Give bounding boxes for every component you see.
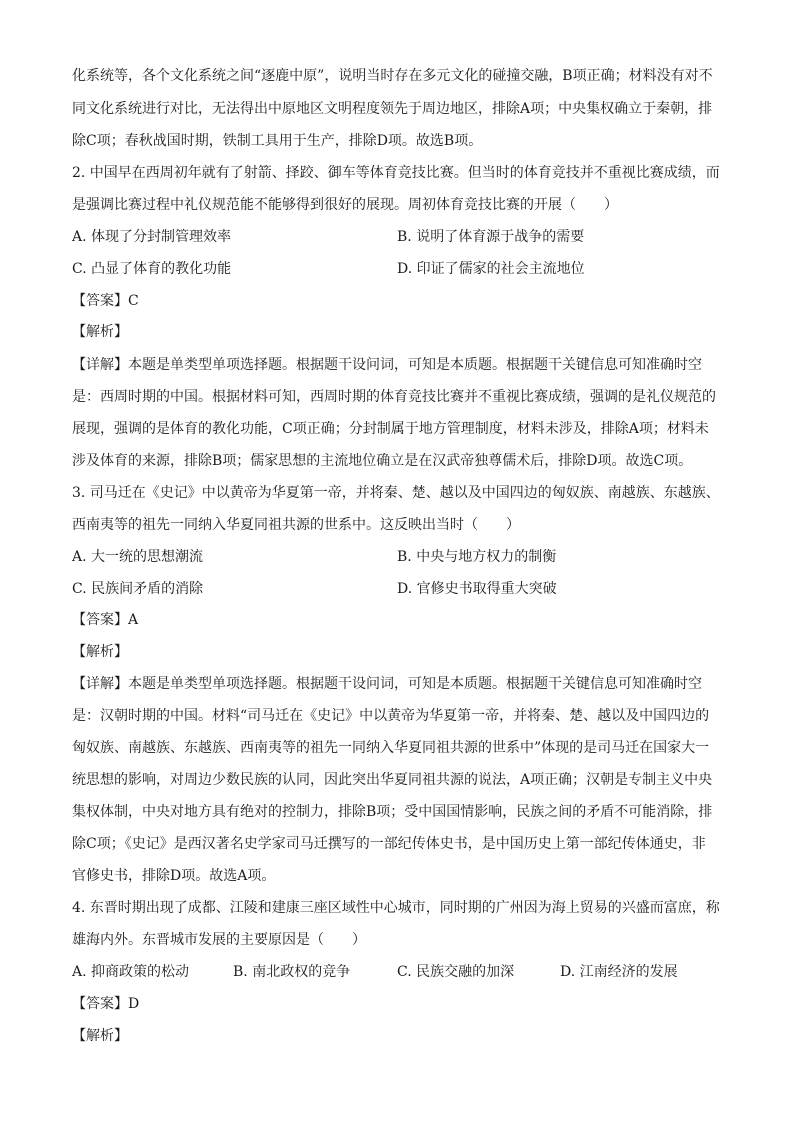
q2-stem-line: 是强调比赛过程中礼仪规范能不能够得到很好的展现。周初体育竞技比赛的开展（ ） (72, 197, 618, 213)
q3-detail-line: 除C项；《史记》是西汉著名史学家司马迁撰写的一部纪传体史书，是中国历史上第一部纪传体通史，非 (72, 836, 706, 852)
q1-explanation-line: 同文化系统进行对比，无法得出中原地区文明程度领先于周边地区，排除A项；中央集权确立于秦朝，排 (72, 101, 713, 117)
q4-option-c: C. 民族交融的加深 (397, 964, 515, 980)
q2-option-d: D. 印证了儒家的社会主流地位 (397, 261, 585, 277)
q2-detail-line: 【详解】本题是单类型单项选择题。根据题干设问词，可知是本质题。根据题干关键信息可知准确时空 (72, 357, 702, 373)
q3-analysis-label: 【解析】 (72, 644, 128, 660)
q2-option-a: A. 体现了分封制管理效率 (72, 229, 232, 245)
q4-stem-line: 4. 东晋时期出现了成都、江陵和建康三座区域性中心城市，同时期的广州因为海上贸易的兴盛而富庶，称 (72, 900, 720, 916)
q4-answer: 【答案】D (72, 996, 140, 1012)
q3-option-a: A. 大一统的思想潮流 (72, 549, 204, 565)
q3-detail-line: 统思想的影响，对周边少数民族的认同，因此突出华夏同祖共源的说法，A项正确；汉朝是专制主义中央 (72, 772, 713, 788)
q4-option-d: D. 江南经济的发展 (560, 964, 678, 980)
q3-option-b: B. 中央与地方权力的制衡 (397, 549, 557, 565)
q1-explanation-line: 除C项；春秋战国时期，铁制工具用于生产，排除D项。故选B项。 (72, 133, 483, 149)
q4-analysis-label: 【解析】 (72, 1028, 128, 1044)
q3-stem-line: 3. 司马迁在《史记》中以黄帝为华夏第一帝，并将秦、楚、越以及中国四边的匈奴族、南越族、东越族、 (72, 485, 720, 501)
q2-detail-line: 是：西周时期的中国。根据材料可知，西周时期的体育竞技比赛并不重视比赛成绩，强调的是礼仪规范的 (72, 389, 716, 405)
q3-detail-line: 集权体制，中央对地方具有绝对的控制力，排除B项；受中国国情影响，民族之间的矛盾不可能消除，排 (72, 804, 713, 820)
q3-option-c: C. 民族间矛盾的消除 (72, 581, 204, 597)
q3-detail-line: 【详解】本题是单类型单项选择题。根据题干设问词，可知是本质题。根据题干关键信息可知准确时空 (72, 676, 702, 692)
q2-detail-line: 展现，强调的是体育的教化功能，C项正确；分封制属于地方管理制度，材料未涉及，排除A项；材料未 (72, 421, 709, 437)
q2-analysis-label: 【解析】 (72, 324, 128, 340)
q3-answer: 【答案】A (72, 612, 139, 628)
q3-detail-line: 官修史书，排除D项。故选A项。 (72, 868, 276, 884)
q1-explanation-line: 化系统等，各个文化系统之间“逐鹿中原”，说明当时存在多元文化的碰撞交融，B项正确；材料没有对不 (72, 68, 713, 84)
q3-detail-line: 是：汉朝时期的中国。材料“司马迁在《史记》中以黄帝为华夏第一帝，并将秦、楚、越以及中国四边的 (72, 708, 710, 724)
q4-option-a: A. 抑商政策的松动 (72, 964, 190, 980)
q3-detail-line: 匈奴族、南越族、东越族、西南夷等的祖先一同纳入华夏同祖共源的世系中”体现的是司马迁在国家大一 (72, 740, 710, 756)
q2-option-b: B. 说明了体育源于战争的需要 (397, 229, 585, 245)
q4-option-b: B. 南北政权的竞争 (233, 964, 351, 980)
q3-stem-line: 西南夷等的祖先一同纳入华夏同祖共源的世系中。这反映出当时（ ） (72, 517, 520, 533)
q4-stem-line: 雄海内外。东晋城市发展的主要原因是（ ） (72, 932, 366, 948)
q2-detail-line: 涉及体育的来源，排除B项；儒家思想的主流地位确立是在汉武帝独尊儒术后，排除D项。故选C项。 (72, 453, 693, 469)
q2-answer: 【答案】C (72, 293, 139, 309)
q2-stem-line: 2. 中国早在西周初年就有了射箭、择跤、御车等体育竞技比赛。但当时的体育竞技并不重视比赛成绩，而 (72, 165, 720, 181)
q3-option-d: D. 官修史书取得重大突破 (397, 581, 557, 597)
q2-option-c: C. 凸显了体育的教化功能 (72, 261, 232, 277)
